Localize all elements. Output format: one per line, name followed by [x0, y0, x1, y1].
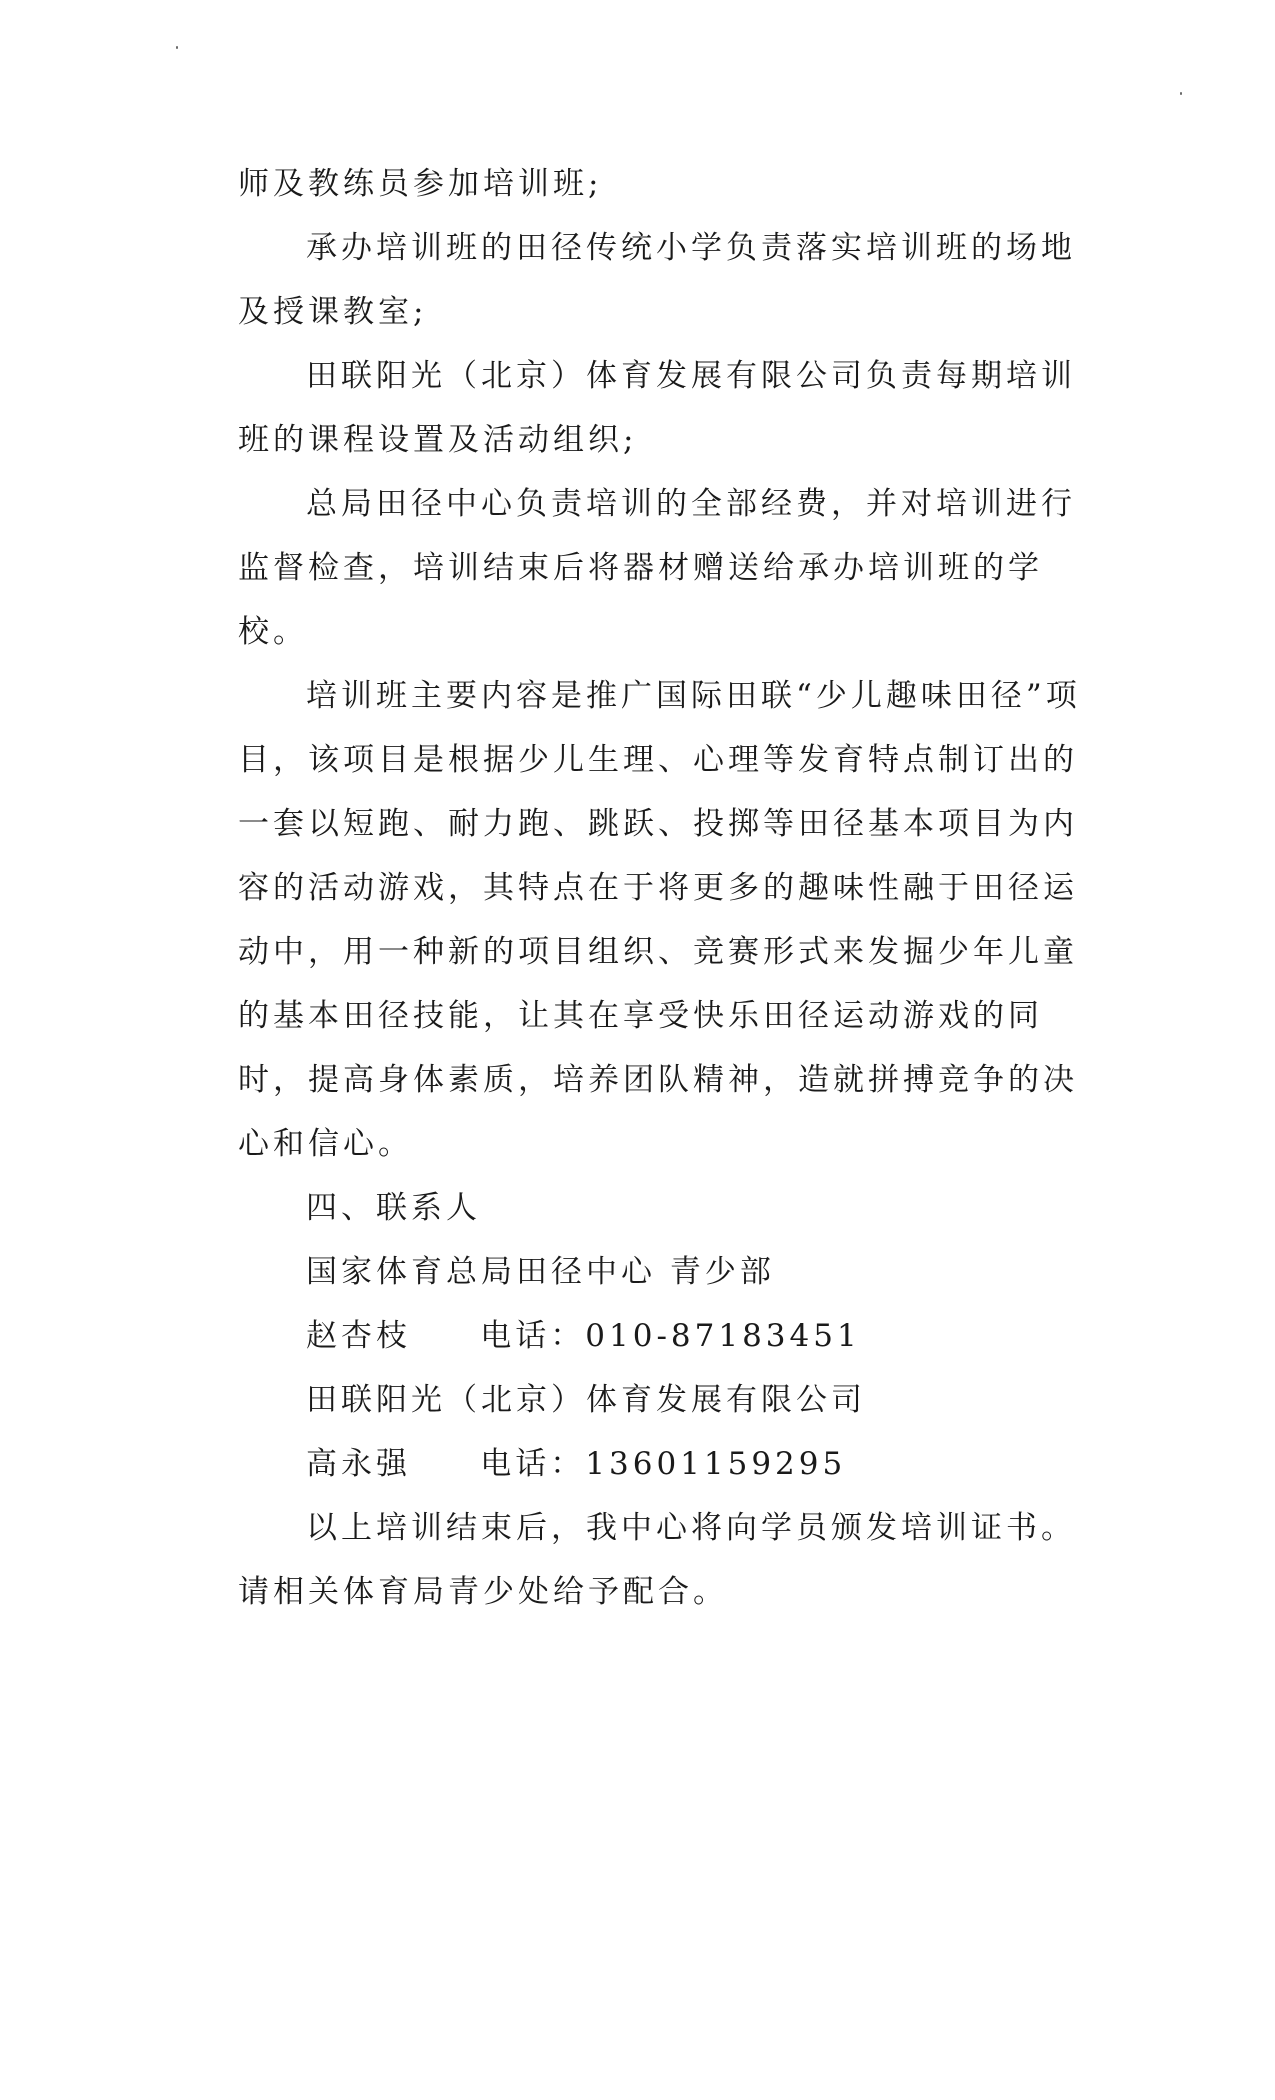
paragraph-curriculum: 田联阳光（北京）体育发展有限公司负责每期培训班的课程设置及活动组织;: [238, 358, 1076, 458]
scan-speck: [1180, 92, 1182, 95]
paragraph-closing: 以上培训结束后，我中心将向学员颁发培训证书。请相关体育局青少处给予配合。: [238, 1510, 1076, 1610]
contact-person-2: 高永强 电话：13601159295: [306, 1446, 847, 1482]
paragraph-content: 培训班主要内容是推广国际田联“少儿趣味田径”项目，该项目是根据少儿生理、心理等发育特点制订出的一套以短跑、耐力跑、跳跃、投掷等田径基本项目为内容的活动游戏，其特点在于将更多的趣味性融于田径运动中，用一种新的项目组织、竞赛形式来发掘少年儿童的基本田径技能，让其在享受快乐田径运动游戏的同时，提高身体素质，培养团队精神，造就拼搏竞争的决心和信心。: [238, 678, 1081, 1162]
paragraph-venue: 承办培训班的田径传统小学负责落实培训班的场地及授课教室;: [238, 230, 1076, 330]
scan-speck: [176, 46, 178, 49]
paragraph-funding: 总局田径中心负责培训的全部经费，并对培训进行监督检查，培训结束后将器材赠送给承办培训班的学校。: [238, 486, 1076, 650]
paragraph-continuation: 师及教练员参加培训班;: [238, 166, 603, 202]
document-body: [238, 152, 1108, 1624]
contact-person-1: 赵杏枝 电话：010-87183451: [306, 1318, 861, 1354]
contacts-heading: 四、联系人: [306, 1190, 481, 1226]
contact-org-2: 田联阳光（北京）体育发展有限公司: [306, 1382, 866, 1418]
contact-org-1: 国家体育总局田径中心 青少部: [306, 1254, 775, 1290]
